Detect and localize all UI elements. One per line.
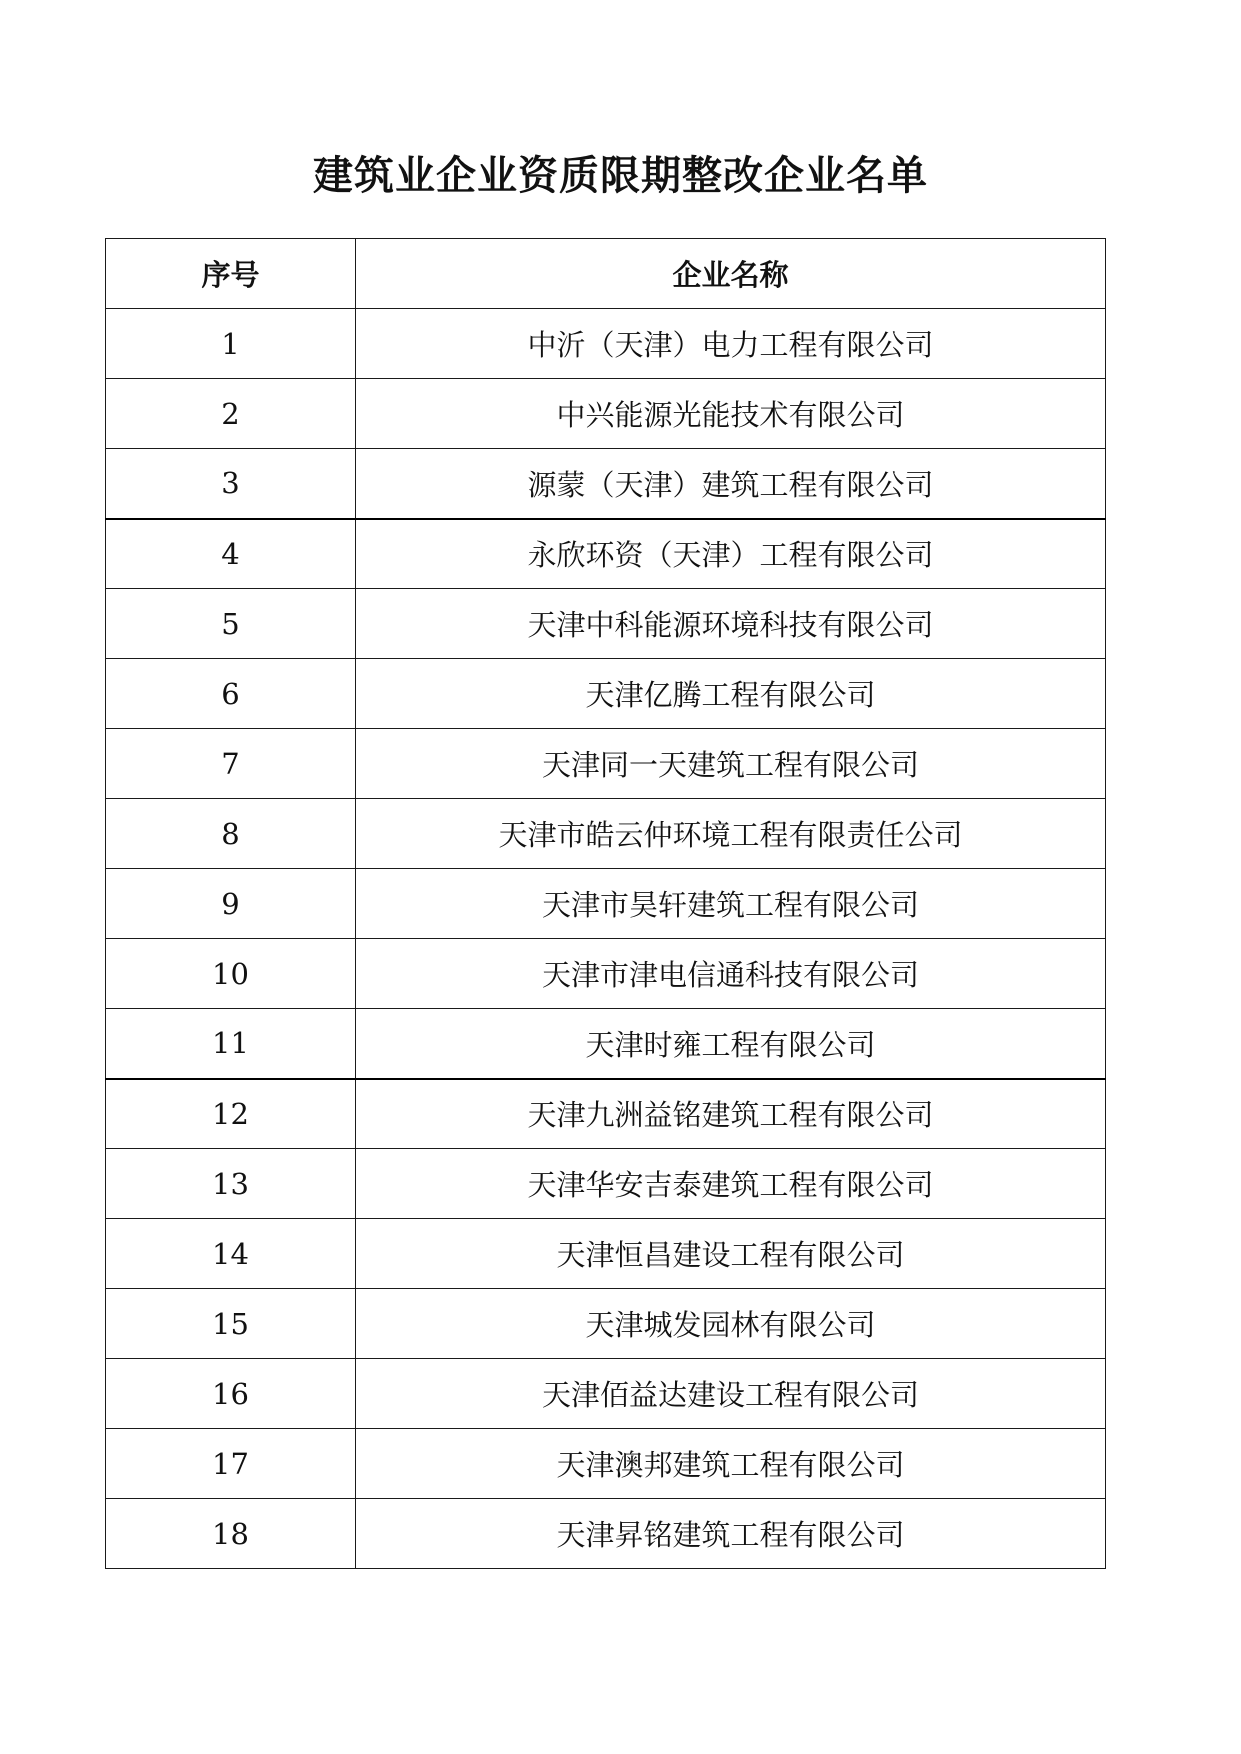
- table-row: [106, 1429, 1106, 1499]
- row-index: 15: [106, 1289, 356, 1359]
- row-company-name: 天津澳邦建筑工程有限公司: [356, 1429, 1106, 1499]
- row-company-name: 中沂（天津）电力工程有限公司: [356, 309, 1106, 379]
- table-row: [106, 1359, 1106, 1429]
- row-company-name: 天津时雍工程有限公司: [356, 1009, 1106, 1079]
- row-company-name: 天津华安吉泰建筑工程有限公司: [356, 1149, 1106, 1219]
- table-row: [106, 519, 1106, 589]
- row-index: 8: [106, 799, 356, 869]
- table-row: [106, 589, 1106, 659]
- row-index: 1: [106, 309, 356, 379]
- company-list-table: [105, 238, 1106, 1569]
- row-index: 16: [106, 1359, 356, 1429]
- row-company-name: 永欣环资（天津）工程有限公司: [356, 519, 1106, 589]
- row-company-name: 天津昇铭建筑工程有限公司: [356, 1499, 1106, 1569]
- table-row: [106, 1499, 1106, 1569]
- row-company-name: 天津市津电信通科技有限公司: [356, 939, 1106, 1009]
- row-company-name: 中兴能源光能技术有限公司: [356, 379, 1106, 449]
- table-row: [106, 449, 1106, 519]
- row-company-name: 天津市昊轩建筑工程有限公司: [356, 869, 1106, 939]
- table-row: [106, 729, 1106, 799]
- table-row: [106, 1289, 1106, 1359]
- table-row: [106, 379, 1106, 449]
- row-company-name: 天津中科能源环境科技有限公司: [356, 589, 1106, 659]
- table-row: [106, 799, 1106, 869]
- row-index: 10: [106, 939, 356, 1009]
- row-index: 12: [106, 1079, 356, 1149]
- row-index: 6: [106, 659, 356, 729]
- row-company-name: 源蒙（天津）建筑工程有限公司: [356, 449, 1106, 519]
- row-index: 11: [106, 1009, 356, 1079]
- row-company-name: 天津同一天建筑工程有限公司: [356, 729, 1106, 799]
- row-index: 14: [106, 1219, 356, 1289]
- table-row: [106, 1009, 1106, 1079]
- table-row: [106, 939, 1106, 1009]
- table-row: [106, 659, 1106, 729]
- row-company-name: 天津佰益达建设工程有限公司: [356, 1359, 1106, 1429]
- row-index: 3: [106, 449, 356, 519]
- row-company-name: 天津九洲益铭建筑工程有限公司: [356, 1079, 1106, 1149]
- row-company-name: 天津城发园林有限公司: [356, 1289, 1106, 1359]
- row-index: 17: [106, 1429, 356, 1499]
- row-index: 9: [106, 869, 356, 939]
- row-index: 7: [106, 729, 356, 799]
- table-row: [106, 1149, 1106, 1219]
- table-row: [106, 309, 1106, 379]
- table-row: [106, 1079, 1106, 1149]
- row-index: 4: [106, 519, 356, 589]
- row-index: 13: [106, 1149, 356, 1219]
- row-company-name: 天津恒昌建设工程有限公司: [356, 1219, 1106, 1289]
- row-index: 18: [106, 1499, 356, 1569]
- row-company-name: 天津市皓云仲环境工程有限责任公司: [356, 799, 1106, 869]
- header-company-name: 企业名称: [356, 239, 1106, 309]
- table-header-row: [106, 239, 1106, 309]
- page-title: 建筑业企业资质限期整改企业名单: [313, 153, 928, 199]
- row-index: 5: [106, 589, 356, 659]
- table-row: [106, 869, 1106, 939]
- row-company-name: 天津亿腾工程有限公司: [356, 659, 1106, 729]
- row-index: 2: [106, 379, 356, 449]
- header-index: 序号: [106, 239, 356, 309]
- table-row: [106, 1219, 1106, 1289]
